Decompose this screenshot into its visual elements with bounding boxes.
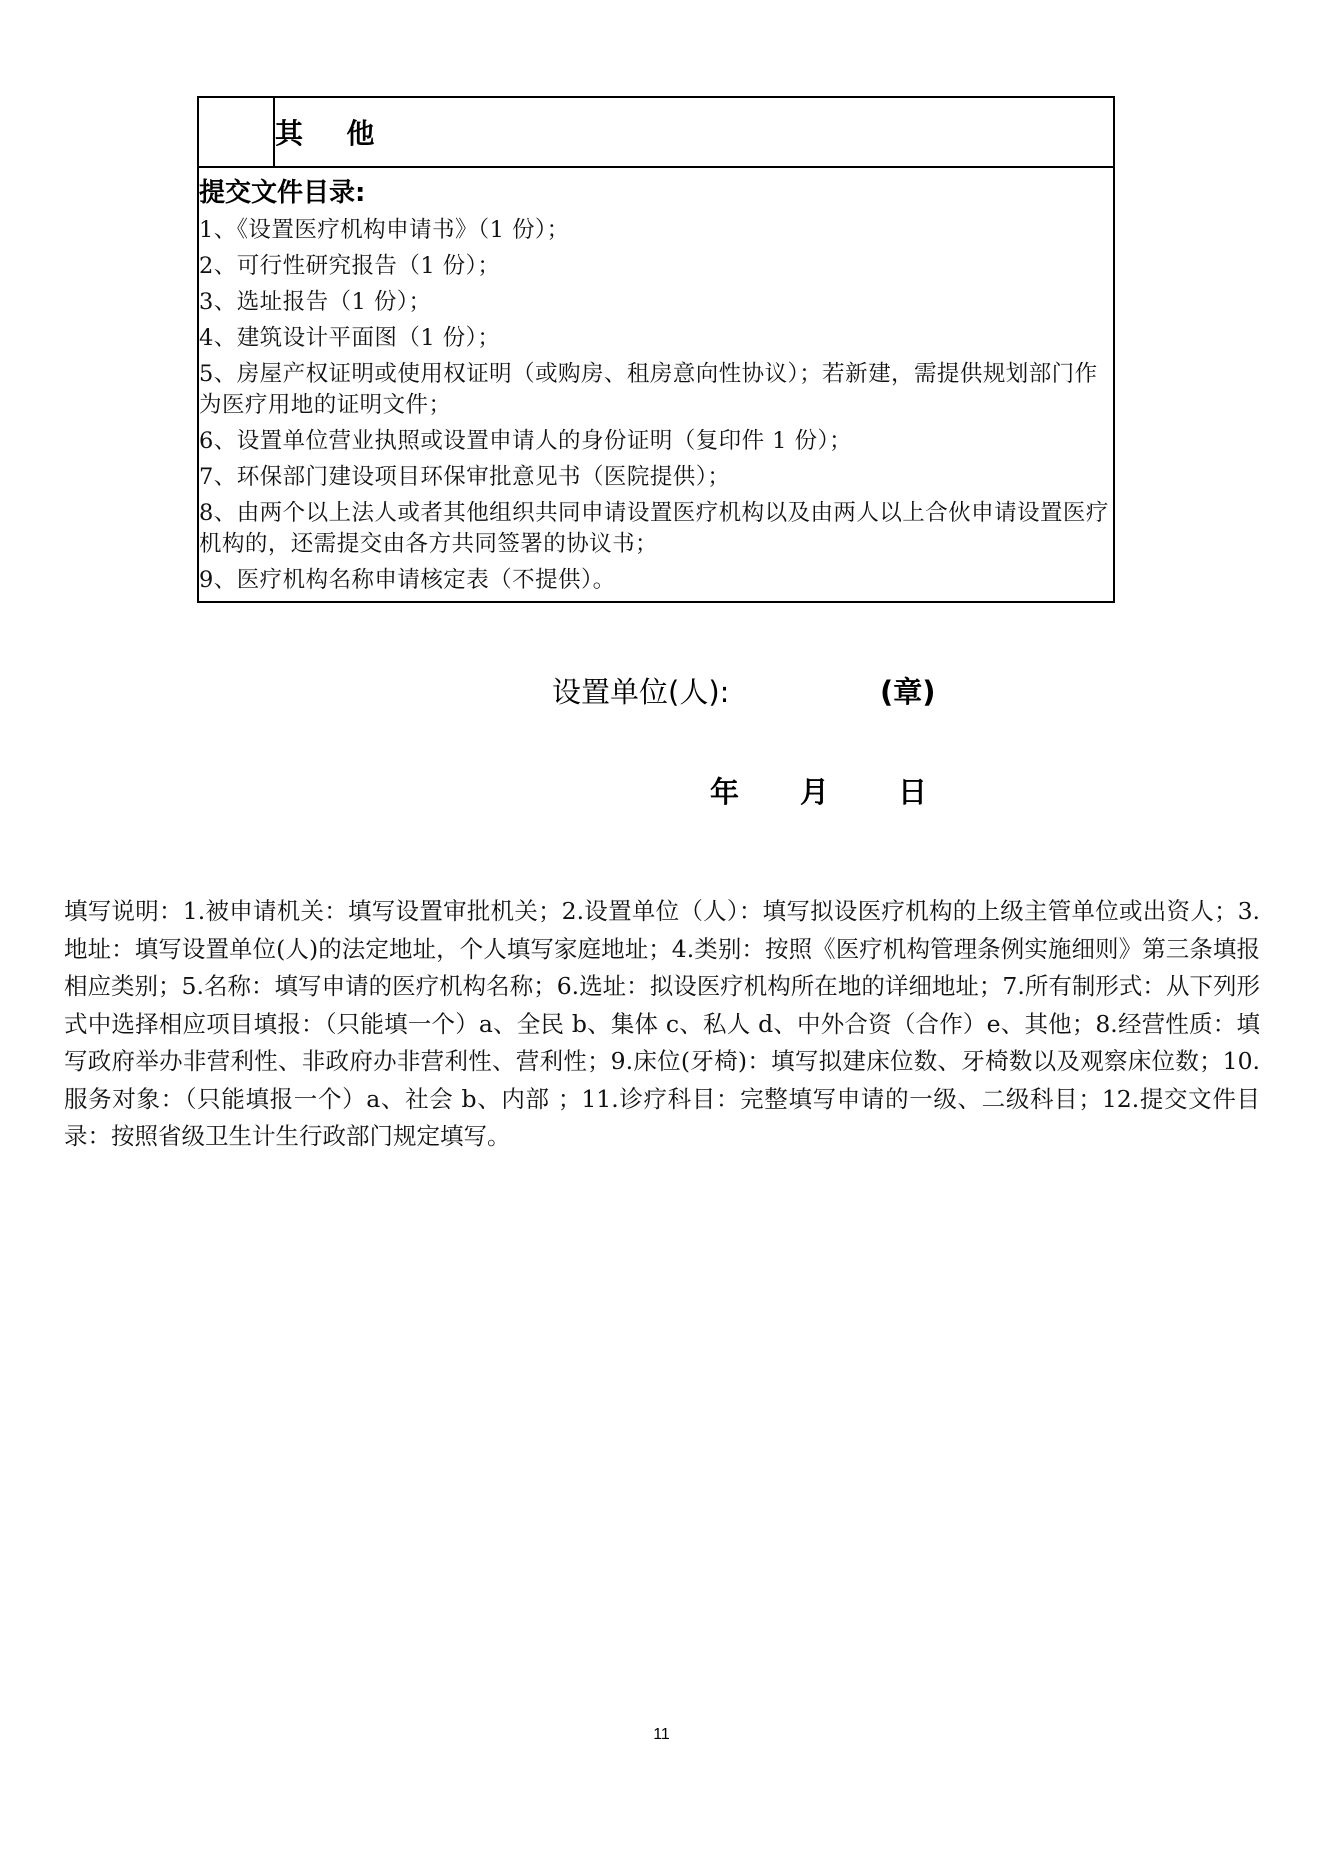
submission-item: 5、房屋产权证明或使用权证明（或购房、租房意向性协议）；若新建，需提供规划部门作为医疗用地的证明文件；: [199, 361, 1098, 418]
submission-item: 9、医疗机构名称申请核定表（不提供）。: [199, 567, 616, 593]
month-label: 月: [800, 775, 830, 809]
year-label: 年: [710, 775, 740, 809]
blank-cell: [198, 97, 274, 167]
other-row: [198, 97, 1114, 167]
page-number: 11: [653, 1726, 670, 1743]
submission-heading: 提交文件目录:: [199, 178, 366, 208]
other-label: 其 他: [274, 97, 1114, 167]
submission-row: [198, 167, 1114, 602]
applicant-label: 设置单位(人):: [552, 675, 730, 709]
seal-label: (章): [880, 675, 936, 709]
application-form-table: [197, 96, 1115, 603]
submission-item: 7、环保部门建设项目环保审批意见书（医院提供）；: [199, 464, 731, 490]
submission-item: 1、《设置医疗机构申请书》（1 份）；: [199, 217, 570, 243]
day-label: 日: [898, 775, 928, 809]
submission-item: 8、由两个以上法人或者其他组织共同申请设置医疗机构以及由两人以上合伙申请设置医疗机构的，还需提交由各方共同签署的协议书；: [199, 500, 1109, 557]
submission-list: [199, 215, 1113, 596]
filling-instructions: 填写说明：1.被申请机关：填写设置审批机关；2.设置单位（人）：填写拟设医疗机构的上级主管单位或出资人；3.地址：填写设置单位(人)的法定地址，个人填写家庭地址；4.类别：按照《医疗机构管理条例实施细则》第三条填报相应类别；5.名称：填写申请的医疗机构名称；6.选址：拟设医疗机构所在地的详细地址；7.所有制形式：从下列形式中选择相应项目填报：（只能填一个）a、全民 b、集体 c、私人 d、中外合资（合作）e、其他；8.经营性质：填写政府举办非营利性、非政府办非营利性、营利性；9.床位(牙椅)：填写拟建床位数、牙椅数以及观察床位数；10.服务对象：（只能填报一个）a、社会 b、内部 ；11.诊疗科目：完整填写申请的一级、二级科目；12.提交文件目录：按照省级卫生计生行政部门规定填写。: [64, 897, 1260, 1150]
submission-cell: [198, 167, 1114, 602]
submission-item: 2、可行性研究报告（1 份）；: [199, 253, 501, 279]
submission-item: 3、选址报告（1 份）；: [199, 289, 432, 315]
submission-item: 4、建筑设计平面图（1 份）；: [199, 325, 501, 351]
submission-item: 6、设置单位营业执照或设置申请人的身份证明（复印件 1 份）；: [199, 428, 853, 454]
